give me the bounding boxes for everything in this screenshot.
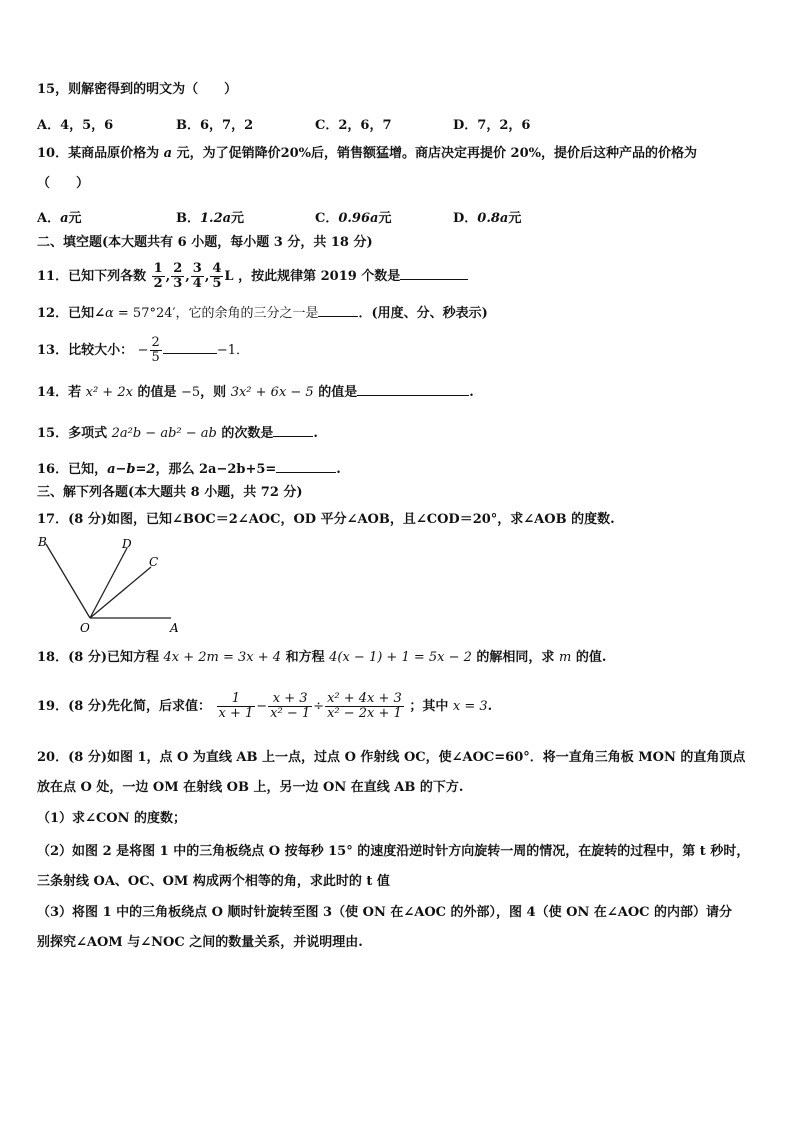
label-b: B [38, 535, 47, 549]
question-18: 18．(8 分)已知方程 4x + 2m = 3x + 4 和方程 4(x − 1) + 1 = 5x − 2 的解相同，求 m 的值. [37, 650, 607, 665]
question-20-part3-line2: 别探究∠AOM 与∠NOC 之间的数量关系，并说明理由. [37, 935, 363, 950]
question-20-line2: 放在点 O 处，一边 OM 在射线 OB 上，另一边 ON 在直线 AB 的下方. [37, 780, 464, 795]
q14-answer-blank [357, 381, 469, 396]
q10-var-a: a [163, 146, 173, 161]
q14-expr1: x² + 2x [85, 385, 133, 400]
label-c: C [149, 555, 159, 569]
q17-angle-figure [30, 532, 190, 636]
q15-expr: 2a²b − ab² − ab [111, 426, 217, 441]
q11-answer-blank [400, 265, 468, 280]
section-3-heading: 三、解下列各题(本大题共 8 小题，共 72 分) [37, 485, 303, 500]
question-10-line2: （ ） [37, 176, 90, 191]
q13-fraction: $\frac{2}{5}$ [151, 335, 160, 365]
ray-od [90, 548, 127, 618]
question-15: 15．多项式 2a²b − ab² − ab 的次数是 . [37, 422, 318, 443]
question-20-part2-line2: 三条射线 OA、OC、OM 构成两个相等的角，求此时的 t 值 [37, 874, 390, 889]
q10-post: 元，为了促销降价20%后，销售额猛增。商店决定再提价 20%，提价后这种产品的价格为 [172, 146, 698, 161]
q16-expr2: 2a−2b+5= [198, 462, 277, 477]
question-17: 17．(8 分)如图，已知∠BOC＝2∠AOC，OD 平分∠AOB，且∠COD＝20°，求∠AOB 的度数. [37, 512, 615, 527]
q15-answer-blank [273, 422, 313, 437]
q10-option-c: C．0.96a元 [315, 211, 392, 226]
q10-option-a: A．a元 [37, 211, 82, 226]
question-20-part2-line1: （2）如图 2 是将图 1 中的三角板绕点 O 按每秒 15° 的速度沿逆时针方向旋转一周的情况，在旋转的过程中，第 t 秒时， [37, 844, 750, 859]
q19-fraction-1: $\frac{1}{x + 1}$ [218, 691, 254, 721]
q14-expr2: 3x² + 6x − 5 [230, 385, 314, 400]
label-o: O [80, 621, 90, 635]
option-a: A．4，5，6 [37, 118, 114, 133]
q13-answer-blank [163, 339, 217, 354]
q19-fraction-2: $\frac{x + 3}{\text{x² − 1}}$ [270, 691, 311, 721]
ray-oc [90, 567, 151, 618]
question-19: 19．(8 分)先化简，后求值： $\frac{1}{x + 1}$ − $\frac{x + 3}{\text{x² − 1}}$ ÷ $\frac{\text{x² + 4x + 3}}{\text{x² − 2x + 1}}$ ；其中 x = 3. [37, 691, 493, 721]
q11-fraction-2: $\frac{2}{3}$ [173, 261, 183, 291]
q11-fraction-3: $\frac{3}{4}$ [192, 261, 202, 291]
question-20-part3-line1: （3）将图 1 中的三角板绕点 O 顺时针旋转至图 3（使 ON 在∠AOC 的外部），图 4（使 ON 在∠AOC 的内部）请分 [37, 905, 733, 920]
q11-fraction-4: $\frac{4}{5}$ [212, 261, 222, 291]
q10-pre: 10．某商品原价格为 [37, 146, 164, 161]
option-d: D．7，2，6 [453, 118, 531, 133]
q11-ellipsis: L [224, 269, 234, 284]
question-10-line1 [37, 145, 697, 163]
q18-equation-1: 4x + 2m = 3x + 4 [163, 650, 282, 665]
q11-fraction-1: $\frac{1}{2}$ [153, 261, 163, 291]
question-14: 14．若 x² + 2x 的值是 −5，则 3x² + 6x − 5 的值是 . [37, 381, 474, 402]
q16-expr1: a−b=2 [107, 462, 156, 477]
q10-option-d: D．0.8a元 [453, 211, 522, 226]
q12-alpha: α [104, 306, 114, 321]
question-20-part1: （1）求∠CON 的度数； [37, 811, 187, 826]
option-c: C．2，6，7 [315, 118, 392, 133]
question-16: 16．已知，a−b=2，那么 2a−2b+5= . [37, 458, 341, 479]
question-13: 13．比较大小： − $\frac{2}{5}$ −1． [37, 335, 249, 365]
label-a: A [170, 621, 179, 635]
q16-answer-blank [276, 458, 336, 473]
q19-fraction-3: $\frac{\text{x² + 4x + 3}}{\text{x² − 2x + 1}}$ [327, 691, 402, 721]
question-20-line1: 20．(8 分)如图 1，点 O 为直线 AB 上一点，过点 O 作射线 OC，使∠AOC=60°．将一直角三角板 MON 的直角顶点 [37, 750, 746, 765]
q12-answer-blank [318, 302, 358, 317]
question-11: 11．已知下列各数 $\frac{1}{2}$ , $\frac{2}{3}$ , $\frac{3}{4}$ , $\frac{4}{5}$ L ，按此规律第 2019 个数是 [37, 262, 468, 291]
option-b: B．6，7，2 [176, 118, 254, 133]
label-d: D [122, 537, 132, 551]
question-12: 12．已知∠α = 57°24′，它的余角的三分之一是 ．(用度、分、秒表示) [37, 302, 488, 323]
question-prev-line: 15，则解密得到的明文为（ ） [37, 82, 238, 97]
section-2-heading: 二、填空题(本大题共有 6 小题，每小题 3 分，共 18 分) [37, 235, 373, 250]
ray-ob [46, 544, 90, 618]
q18-equation-2: 4(x − 1) + 1 = 5x − 2 [329, 650, 472, 665]
q10-option-b: B．1.2a元 [176, 211, 245, 226]
